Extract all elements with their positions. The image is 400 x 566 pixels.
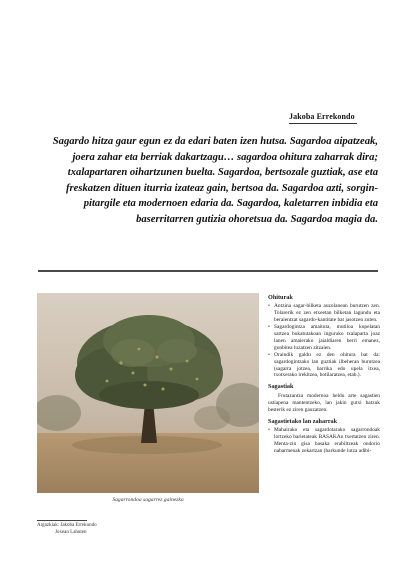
author-name: Jakoba Errekondo (289, 112, 355, 121)
list-item: • Antzina sagar-bilketa auzolanean burutzen zen. Tolarerik ez zen etxeetan bilketan lagundu eta beraientzat sagardo-kantitate bat jasotzen zuten. (268, 303, 380, 324)
credits-line: Joxean Lahuten (55, 529, 87, 535)
bullet-list (268, 427, 380, 455)
section-heading: Sagastietako lan zaharrak (268, 417, 338, 425)
section-divider (38, 270, 378, 272)
list-item: • Sagardogintza amaituta, mutiloa kupelatan sartzea bukatutakoan inguruko txalaparta joaz lanen amaierako jaialdiaren berri emanez, gonbitea luzatzen zitzaien. (268, 324, 380, 352)
section-heading: Ohiturak (268, 294, 293, 301)
apple-tree-photo (37, 293, 259, 493)
author-underline (289, 123, 357, 124)
figure-caption: Sagarrondoa sagarrez gainezka (112, 497, 184, 503)
list-item: • Mahairako eta sagardotarako sagarrondoak lortzeko barietateak BASAKAn txertatzen ziren. Menta-zin gisa basaka erabiltzeak ondorio nabarmenak zekartzan (barkunde lutza adibi- (268, 427, 380, 455)
credits-line: Argazkiak: Jakoba Errekondo (37, 523, 97, 528)
text-column (268, 294, 380, 459)
section-paragraph: Frutazantza modernoa heldu arte sagastien ustiapena mantentzeko, lan jakin gutxi batzuk besterik ez ziren gauzatzen. (268, 392, 380, 413)
lead-paragraph: Sagardo hitza gaur egun ez da edari baten izen hutsa. Sagardoa aipatzeak, joera zahar eta berriak dakartzagu… sagardoa ohitura zaharrak dira; txalapartaren oihartzunen buelta. Sagardoa, bertsozale guztiak, ase eta freskatzen dituen iturria izateaz gain, bertsoa da. Sagardoa azti, sorgin-pitargile eta modernoen edaria da. Sagardoa, kaletarren inbidia eta baserritarren gutizia ohoretsua da. Sagardoa magia da. (52, 136, 378, 225)
bullet-list (268, 303, 380, 379)
section-heading: Sagastiak (268, 383, 294, 391)
credits-rule (37, 520, 87, 521)
photo-credits (37, 523, 97, 536)
list-item: • Oraindik galdu ez den ohitura bat da: sagardogintzako lan guztiak ilbeheran burutzea (sagarra jotzea, barrika edo upela itxea, txotxerako irekitzea, botilaratzea, etab.). (268, 352, 380, 380)
